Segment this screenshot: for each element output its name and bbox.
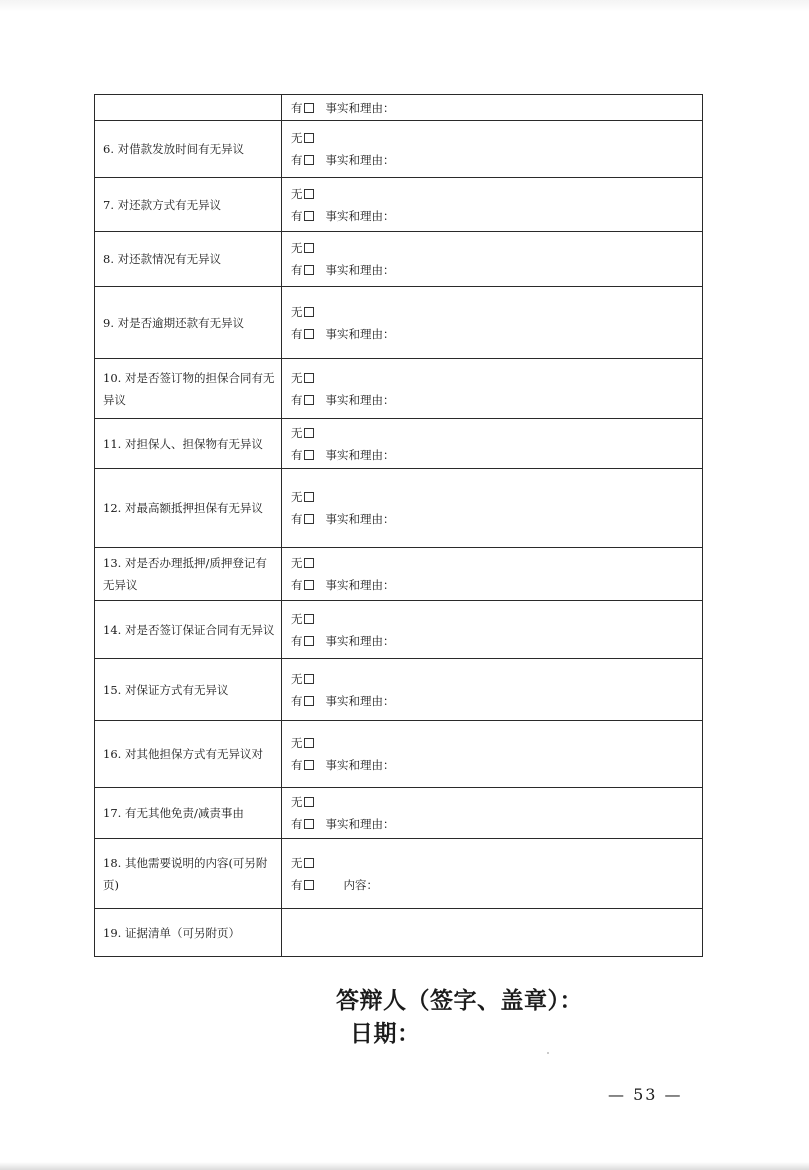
question-cell: 11. 对担保人、担保物有无异议 [95, 419, 282, 469]
option-has [291, 205, 702, 227]
table-row [95, 601, 703, 659]
option-has [291, 259, 702, 281]
table-row [95, 178, 703, 232]
reason-label: 事实和理由： [325, 633, 395, 648]
objection-form-table [94, 94, 703, 957]
option-has [291, 630, 702, 652]
has-checkbox[interactable] [304, 880, 314, 890]
answer-cell [282, 469, 703, 548]
answer-cell [282, 788, 703, 839]
none-label: 无 [291, 556, 303, 570]
question-cell: 16. 对其他担保方式有无异议对 [95, 721, 282, 788]
option-none [291, 852, 702, 874]
reason-label: 事实和理由： [325, 392, 395, 407]
reason-label: 事实和理由： [325, 447, 395, 462]
option-has [291, 149, 702, 171]
date-label: 日期： [350, 1020, 421, 1047]
question-cell: 10. 对是否签订物的担保合同有无异议 [95, 359, 282, 419]
answer-cell [282, 839, 703, 909]
table-row [95, 659, 703, 721]
reason-label: 事实和理由： [325, 208, 395, 223]
none-checkbox[interactable] [304, 614, 314, 624]
option-none [291, 608, 702, 630]
reason-label: 事实和理由： [325, 817, 395, 831]
option-has [291, 323, 702, 345]
answer-cell [282, 178, 703, 232]
question-cell: 12. 对最高额抵押担保有无异议 [95, 469, 282, 548]
reason-label: 事实和理由： [325, 512, 395, 526]
table-row [95, 419, 703, 469]
option-none [291, 486, 702, 508]
reason-label: 事实和理由： [325, 693, 395, 708]
answer-cell [282, 548, 703, 601]
has-label: 有 [291, 392, 303, 407]
table-row [95, 909, 703, 957]
none-checkbox[interactable] [304, 307, 314, 317]
option-has [291, 813, 702, 835]
has-checkbox[interactable] [304, 819, 314, 829]
none-checkbox[interactable] [304, 428, 314, 438]
option-has [291, 754, 702, 776]
has-checkbox[interactable] [304, 514, 314, 524]
table-row [95, 548, 703, 601]
content-label: 内容： [343, 877, 378, 892]
none-label: 无 [291, 490, 303, 504]
reason-label: 事实和理由： [325, 758, 395, 772]
has-label: 有 [291, 208, 303, 223]
none-checkbox[interactable] [304, 674, 314, 684]
none-checkbox[interactable] [304, 189, 314, 199]
none-checkbox[interactable] [304, 243, 314, 253]
signature-block [336, 984, 583, 1050]
none-checkbox[interactable] [304, 492, 314, 502]
option-has [291, 574, 702, 596]
table-row [95, 721, 703, 788]
question-cell: 13. 对是否办理抵押/质押登记有无异议 [95, 548, 282, 601]
has-checkbox[interactable] [304, 696, 314, 706]
has-checkbox[interactable] [304, 580, 314, 590]
has-label: 有 [291, 633, 303, 648]
option-none [291, 367, 702, 389]
has-checkbox[interactable] [304, 760, 314, 770]
has-label: 有 [291, 817, 303, 831]
has-checkbox[interactable] [304, 395, 314, 405]
answer-cell [282, 909, 703, 957]
none-checkbox[interactable] [304, 558, 314, 568]
question-cell: 18. 其他需要说明的内容(可另附页) [95, 839, 282, 909]
has-checkbox[interactable] [304, 103, 314, 113]
answer-cell [282, 721, 703, 788]
option-none [291, 791, 702, 813]
has-label: 有 [291, 693, 303, 708]
table-row [95, 788, 703, 839]
option-has [291, 444, 702, 466]
option-none [291, 732, 702, 754]
has-label: 有 [291, 100, 303, 115]
has-label: 有 [291, 512, 303, 526]
option-none [291, 668, 702, 690]
has-checkbox[interactable] [304, 265, 314, 275]
answer-cell [282, 659, 703, 721]
option-has [291, 508, 702, 530]
answer-cell [282, 121, 703, 178]
scan-edge-top [0, 0, 809, 12]
has-label: 有 [291, 447, 303, 462]
answer-cell [282, 95, 703, 121]
has-label: 有 [291, 758, 303, 772]
option-has-content [291, 874, 702, 896]
question-cell: 9. 对是否逾期还款有无异议 [95, 287, 282, 359]
table-row [95, 287, 703, 359]
has-checkbox[interactable] [304, 155, 314, 165]
none-label: 无 [291, 855, 303, 870]
has-checkbox[interactable] [304, 329, 314, 339]
option-none [291, 183, 702, 205]
has-checkbox[interactable] [304, 450, 314, 460]
has-checkbox[interactable] [304, 636, 314, 646]
none-label: 无 [291, 186, 303, 201]
table-row [95, 95, 703, 121]
none-label: 无 [291, 736, 303, 750]
none-checkbox[interactable] [304, 133, 314, 143]
question-cell: 8. 对还款情况有无异议 [95, 232, 282, 287]
none-label: 无 [291, 370, 303, 385]
none-label: 无 [291, 795, 303, 809]
has-label: 有 [291, 263, 303, 277]
question-cell: 15. 对保证方式有无异议 [95, 659, 282, 721]
option-has [291, 690, 702, 712]
reason-label: 事实和理由： [325, 153, 395, 167]
page-number: — 53 — [608, 1085, 683, 1104]
answer-cell [282, 287, 703, 359]
none-checkbox[interactable] [304, 373, 314, 383]
has-label: 有 [291, 326, 303, 341]
option-has [291, 97, 702, 119]
question-cell: 14. 对是否签订保证合同有无异议 [95, 601, 282, 659]
question-cell: 17. 有无其他免责/减责事由 [95, 788, 282, 839]
answer-cell [282, 419, 703, 469]
option-none [291, 237, 702, 259]
none-checkbox[interactable] [304, 858, 314, 868]
has-label: 有 [291, 578, 303, 592]
none-checkbox[interactable] [304, 797, 314, 807]
reason-label: 事实和理由： [325, 578, 395, 592]
none-label: 无 [291, 671, 303, 686]
scan-speck [547, 1052, 549, 1054]
question-cell [95, 95, 282, 121]
table-row [95, 232, 703, 287]
has-label: 有 [291, 877, 303, 892]
option-none [291, 552, 702, 574]
question-cell: 6. 对借款发放时间有无异议 [95, 121, 282, 178]
answer-cell [282, 359, 703, 419]
option-none [291, 301, 702, 323]
option-has [291, 389, 702, 411]
none-label: 无 [291, 425, 303, 440]
reason-label: 事实和理由： [325, 100, 395, 115]
none-label: 无 [291, 611, 303, 626]
answer-cell [282, 601, 703, 659]
table-row [95, 359, 703, 419]
form-table-body [95, 95, 703, 957]
question-cell: 7. 对还款方式有无异议 [95, 178, 282, 232]
scan-edge-bottom [0, 1162, 809, 1170]
reason-label: 事实和理由： [325, 263, 395, 277]
reason-label: 事实和理由： [325, 326, 395, 341]
none-label: 无 [291, 241, 303, 255]
option-none [291, 127, 702, 149]
question-cell: 19. 证据清单（可另附页） [95, 909, 282, 957]
none-checkbox[interactable] [304, 738, 314, 748]
table-row [95, 469, 703, 548]
has-checkbox[interactable] [304, 211, 314, 221]
signer-label: 答辩人（签字、盖章）： [336, 987, 583, 1014]
option-none [291, 422, 702, 444]
answer-cell [282, 232, 703, 287]
table-row [95, 839, 703, 909]
has-label: 有 [291, 153, 303, 167]
none-label: 无 [291, 304, 303, 319]
table-row [95, 121, 703, 178]
none-label: 无 [291, 131, 303, 145]
